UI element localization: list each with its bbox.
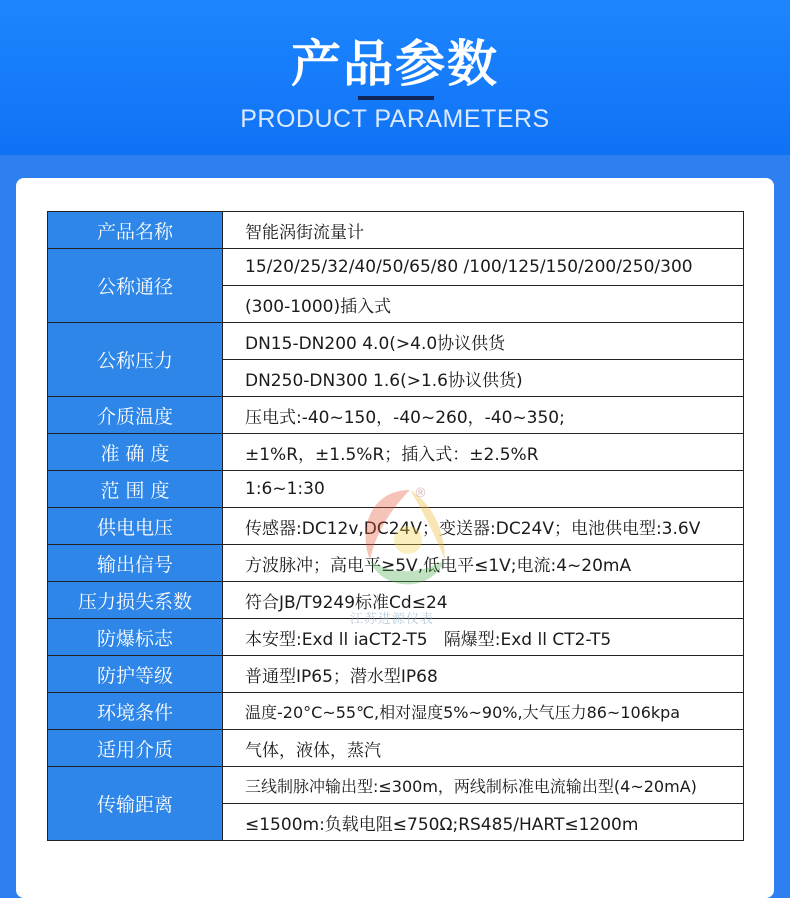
value-explosion: 本安型:Exd ll iaCT2-T5 隔爆型:Exd ll CT2-T5	[223, 619, 744, 656]
page-subtitle: PRODUCT PARAMETERS	[240, 105, 550, 133]
table-row	[48, 397, 744, 434]
value-medium: 气体，液体，蒸汽	[223, 730, 744, 767]
label-distance: 传输距离	[48, 767, 223, 841]
table-row	[48, 730, 744, 767]
value-distance-1: 三线制脉冲输出型:≤300m，两线制标准电流输出型(4~20mA)	[223, 767, 744, 804]
table-row	[48, 508, 744, 545]
label-protection: 防护等级	[48, 656, 223, 693]
table-row	[48, 434, 744, 471]
value-pressure-1: DN15-DN200 4.0(>4.0协议供货	[223, 323, 744, 360]
value-name: 智能涡街流量计	[223, 212, 744, 249]
label-pressure: 公称压力	[48, 323, 223, 397]
table-row	[48, 693, 744, 730]
label-temperature: 介质温度	[48, 397, 223, 434]
table-row	[48, 767, 744, 804]
value-pressure-2: DN250-DN300 1.6(>1.6协议供货)	[223, 360, 744, 397]
value-environment: 温度-20°C~55℃,相对湿度5%~90%,大气压力86~106kpa	[223, 693, 744, 730]
table-row	[48, 545, 744, 582]
label-medium: 适用介质	[48, 730, 223, 767]
table-row	[48, 656, 744, 693]
value-diameter-1: 15/20/25/32/40/50/65/80 /100/125/150/200/250/300	[223, 249, 744, 286]
value-temperature: 压电式:-40~150，-40~260，-40~350;	[223, 397, 744, 434]
params-table	[47, 211, 744, 841]
value-loss: 符合JB/T9249标准Cd≤24	[223, 582, 744, 619]
value-power: 传感器:DC12v,DC24V；变送器:DC24V；电池供电型:3.6V	[223, 508, 744, 545]
label-environment: 环境条件	[48, 693, 223, 730]
value-protection: 普通型IP65；潜水型IP68	[223, 656, 744, 693]
table-row	[48, 323, 744, 360]
label-output: 输出信号	[48, 545, 223, 582]
label-diameter: 公称通径	[48, 249, 223, 323]
page-header	[0, 0, 790, 155]
label-name: 产品名称	[48, 212, 223, 249]
label-power: 供电电压	[48, 508, 223, 545]
value-range: 1:6~1:30	[223, 471, 744, 508]
label-loss: 压力损失系数	[48, 582, 223, 619]
label-accuracy: 准 确 度	[48, 434, 223, 471]
table-row	[48, 212, 744, 249]
table-row	[48, 249, 744, 286]
value-diameter-2: (300-1000)插入式	[223, 286, 744, 323]
label-range: 范 围 度	[48, 471, 223, 508]
watermark-registered: ®	[414, 486, 427, 501]
value-distance-2: ≤1500m:负载电阻≤750Ω;RS485/HART≤1200m	[223, 804, 744, 841]
table-row	[48, 471, 744, 508]
page-title: 产品参数	[291, 35, 499, 93]
watermark-text: 江苏进源仪表	[350, 612, 435, 627]
value-output: 方波脉冲；高电平≥5V,低电平≤1V;电流:4~20mA	[223, 545, 744, 582]
value-accuracy: ±1%R，±1.5%R；插入式：±2.5%R	[223, 434, 744, 471]
title-underline	[358, 96, 434, 100]
label-explosion: 防爆标志	[48, 619, 223, 656]
